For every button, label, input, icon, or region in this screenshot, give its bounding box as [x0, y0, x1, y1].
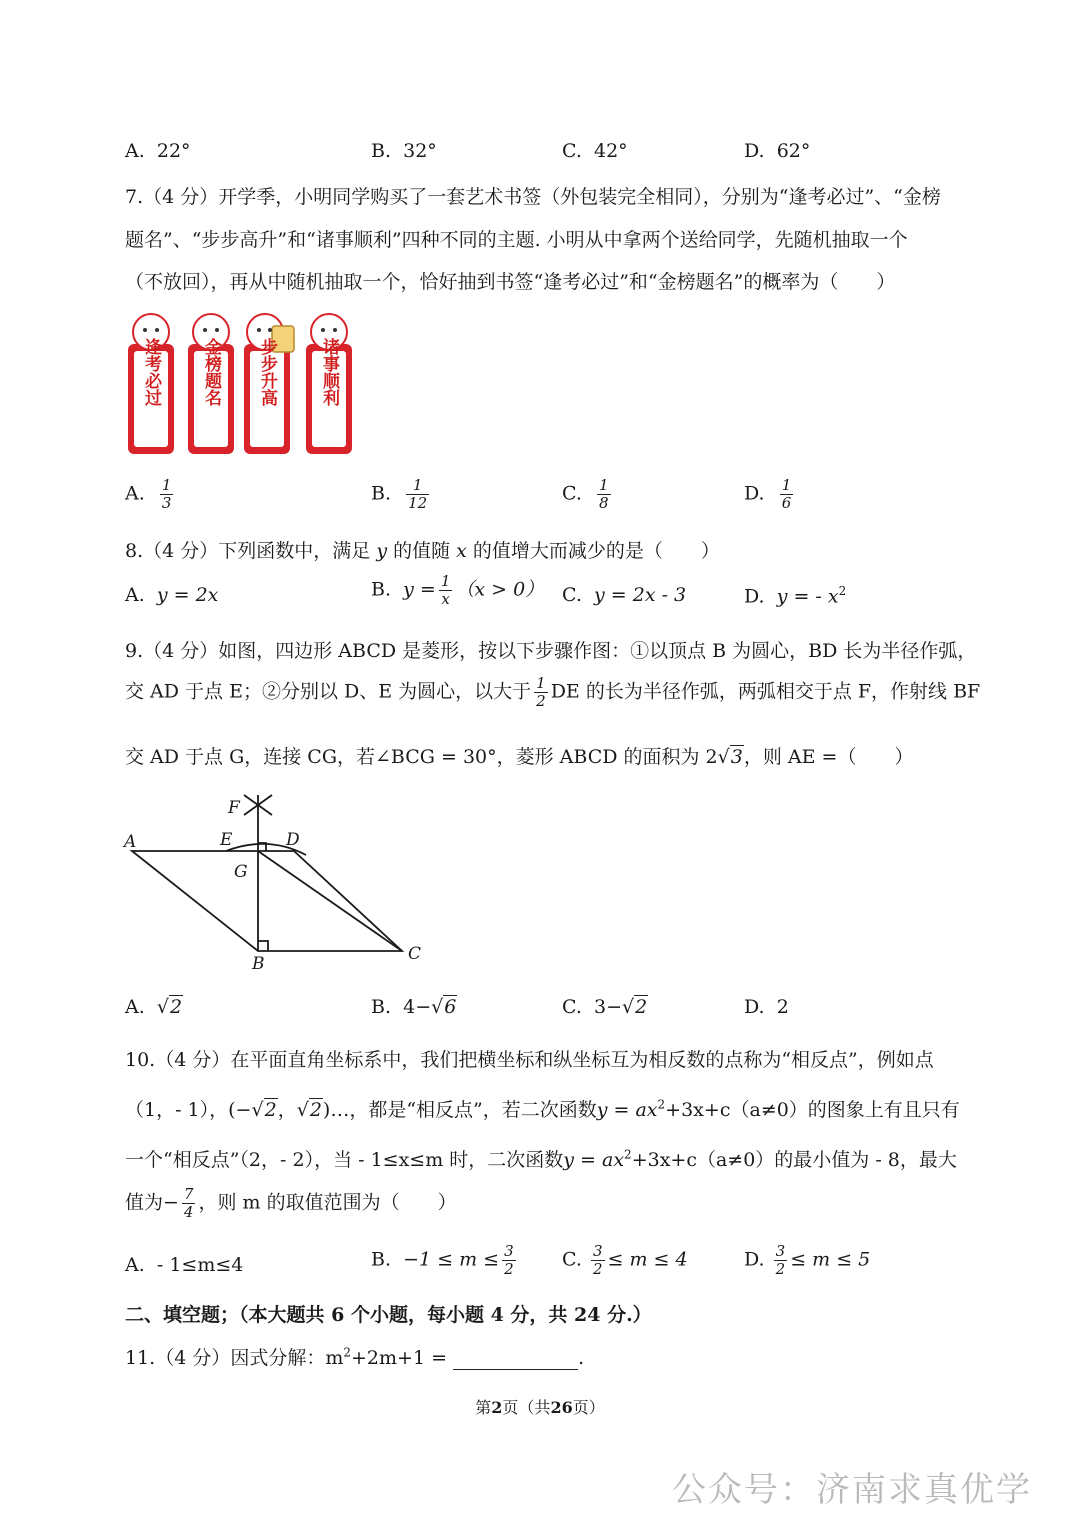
- bookmark-4-text: 诸事顺利: [319, 338, 339, 406]
- q10-option-d: D. $\frac{3}{2}$ ≤ m ≤ 5: [744, 1242, 871, 1278]
- bookmark-2-text: 金榜题名: [201, 338, 221, 406]
- rhombus-figure: [118, 785, 438, 975]
- q6-option-a: A. 22°: [125, 140, 191, 162]
- q11-answer-blank[interactable]: [453, 1351, 578, 1370]
- q9-option-a: A. √2: [125, 996, 183, 1018]
- q7-line-1: 7.（4 分）开学季，小明同学购买了一套艺术书签（外包装完全相同），分别为“逢考必过”、“金榜: [125, 186, 941, 208]
- q10-line-4: 值为− $\frac{7}{4}$ ，则 m 的取值范围为（ ）: [125, 1185, 457, 1221]
- label-g: G: [234, 862, 248, 882]
- bookmark-3-text: 步步升高: [257, 338, 277, 406]
- right-angle-b: [258, 941, 268, 951]
- label-d: D: [286, 830, 300, 850]
- label-e: E: [220, 830, 233, 850]
- q11-stem: 11.（4 分）因式分解：$m^2+2m+1$ = .: [125, 1345, 585, 1369]
- label-b: B: [252, 954, 265, 974]
- q8-option-d: D. y = - $x^2$: [744, 584, 847, 608]
- q10-option-c: C. $\frac{3}{2}$ ≤ m ≤ 4: [562, 1242, 688, 1278]
- q10-line-3: 一个“相反点”（2，- 2），当 - 1≤x≤m 时，二次函数$y = ax^2+3x+c(a\ne 0)$的最小值为 - 8，最大: [125, 1147, 957, 1171]
- q8-option-b: B. y = $\frac{1}{x}$ （x > 0）: [371, 572, 545, 608]
- q9-option-c: C. 3−√2: [562, 996, 648, 1018]
- bookmark-4: [306, 314, 352, 454]
- page-footer: 第2页（共26页）: [475, 1398, 605, 1417]
- q6-option-d: D. 62°: [744, 140, 811, 162]
- q8-stem: 8.（4 分）下列函数中，满足 y 的值随 x 的值增大而减少的是（ ）: [125, 540, 720, 562]
- label-f: F: [228, 798, 240, 818]
- q10-line-1: 10.（4 分）在平面直角坐标系中，我们把横坐标和纵坐标互为相反数的点称为“相反点”，例如点: [125, 1049, 934, 1071]
- q9-line-1: 9.（4 分）如图，四边形 ABCD 是菱形，按以下步骤作图：①以顶点 B 为圆心，BD 长为半径作弧，: [125, 640, 977, 662]
- q7-option-a: A. $\frac{1}{3}$: [125, 476, 172, 512]
- q7-line-3: （不放回），再从中随机抽取一个，恰好抽到书签“逢考必过”和“金榜题名”的概率为（ ）: [125, 271, 896, 293]
- q7-line-2: 题名”、“步步高升”和“诸事顺利”四种不同的主题. 小明从中拿两个送给同学，先随机抽取一个: [125, 229, 908, 251]
- bookmark-3: [244, 314, 294, 454]
- bookmark-2: [188, 314, 234, 454]
- q6-option-c: C. 42°: [562, 140, 628, 162]
- q10-line-2: （1，- 1），(−√2，√2)…，都是“相反点”，若二次函数$y = ax^2+3x+c(a\ne 0)$的图象上有且只有: [125, 1097, 960, 1121]
- q6-option-b: B. 32°: [371, 140, 437, 162]
- q7-option-b: B. $\frac{1}{12}$: [371, 476, 428, 512]
- q8-option-a: A. y = 2x: [125, 584, 219, 606]
- section-2-heading: 二、填空题；（本大题共 6 个小题，每小题 4 分，共 24 分.）: [125, 1304, 652, 1326]
- q10-option-b: B. −1 ≤ m ≤ $\frac{3}{2}$: [371, 1242, 514, 1278]
- q9-option-b: B. 4−√6: [371, 996, 457, 1018]
- q10-option-a: A. - 1≤m≤4: [125, 1254, 244, 1276]
- bookmark-1: [128, 314, 174, 454]
- segment-gc: [258, 851, 402, 951]
- bookmark-illustration: [122, 308, 362, 460]
- q7-option-d: D. $\frac{1}{6}$: [744, 476, 792, 512]
- q9-line-2: 交 AD 于点 E；②分别以 D、E 为圆心，以大于 $\frac{1}{2}$ DE 的长为半径作弧，两弧相交于点 F，作射线 BF: [125, 674, 981, 710]
- label-c: C: [408, 944, 422, 964]
- q9-line-3: 交 AD 于点 G，连接 CG，若∠BCG = 30°，菱形 ABCD 的面积为 2√3，则 AE =（ ）: [125, 746, 914, 768]
- q8-option-c: C. y = 2x - 3: [562, 584, 687, 606]
- q7-option-c: C. $\frac{1}{8}$: [562, 476, 609, 512]
- rhombus-abcd: [132, 851, 402, 951]
- label-a: A: [124, 832, 137, 852]
- bookmark-1-text: 逢考必过: [141, 338, 161, 406]
- q9-option-d: D. 2: [744, 996, 789, 1018]
- watermark: 公众号：济南求真优学: [672, 1470, 1032, 1510]
